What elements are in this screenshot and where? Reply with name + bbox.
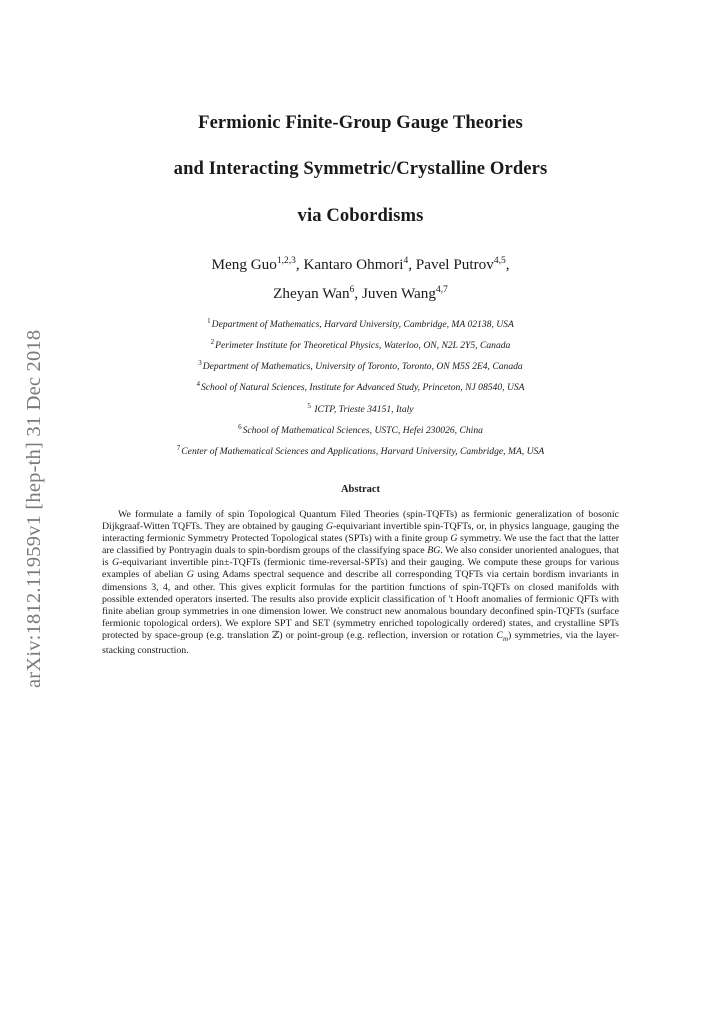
author-name: Zheyan Wan (273, 285, 350, 302)
abstract-heading: Abstract (340, 484, 381, 495)
affiliation: $^6$School of Mathematical Sciences, USTC, Hefei 230026, China (238, 423, 483, 436)
author-name: Pavel Putrov (415, 256, 494, 273)
affiliation: $^7$Center of Mathematical Sciences and Applications, Harvard University, Cambridge, MA, USA (176, 444, 545, 457)
affiliation: $^5$ ICTP, Trieste 34151, Italy (307, 402, 414, 415)
author-affiliation-marker: 6 (349, 285, 355, 295)
author-affiliation-marker: 4 (403, 256, 409, 266)
author-name: Juven Wang (361, 285, 436, 302)
author-name: Kantaro Ohmori (303, 256, 404, 273)
arxiv-identifier-stamp: arXiv:1812.11959v1 [hep-th] 31 Dec 2018 (23, 329, 45, 688)
paper-title-line-1: Fermionic Finite-Group Gauge Theories (198, 112, 523, 133)
author-affiliation-marker: 1,2,3 (276, 256, 296, 266)
affiliation: $^2$Perimeter Institute for Theoretical Physics, Waterloo, ON, N2L 2Y5, Canada (210, 338, 511, 351)
paper-title-line-2: and Interacting Symmetric/Crystalline Orders (173, 158, 548, 179)
author-affiliation-marker: 4,5 (493, 256, 506, 266)
author-line-2: Zheyan Wan$^6$, Juven Wang$^{4,7}$ (273, 285, 448, 302)
paper-title-line-3: via Cobordisms (297, 205, 424, 226)
affiliation: $^4$School of Natural Sciences, Institute for Advanced Study, Princeton, NJ 08540, USA (196, 380, 525, 393)
author-affiliation-marker: 4,7 (436, 285, 448, 295)
affiliation: $^3$Department of Mathematics, University of Toronto, Toronto, ON M5S 2E4, Canada (198, 359, 523, 372)
author-name: Meng Guo (211, 256, 277, 273)
author-line-1: Meng Guo$^{1,2,3}$, Kantaro Ohmori$^4$, Pavel Putrov$^{4,5}$, (211, 256, 510, 273)
abstract-body: We formulate a family of spin Topological Quantum Filed Theories (spin-TQFTs) as fermionic generalization of bosonic Dijkgraaf-Witten TQFTs. They are obtained by gauging G-equivariant invertible spin-TQFTs, or, in physics language, gauging the interacting fermionic Symmetry Protected Topological states (SPTs) with a finite group G symmetry. We use the fact that the latter are classified by Pontryagin duals to spin-bordism groups of the classifying space BG. We also consider unoriented analogues, that is G-equivariant invertible pin±-TQFTs (fermionic time-reversal-SPTs) and their gauging. We compute these groups for various examples of abelian G using Adams spectral sequence and describe all corresponding TQFTs via certain bordism invariants in dimensions 3, 4, and other. This gives explicit formulas for the partition functions of spin-TQFTs on closed manifolds with possible extended operators inserted. The results also provide explicit classification of 't Hooft anomalies of fermionic QFTs with finite abelian group symmetries in one dimension lower. We construct new anomalous boundary deconfined spin-TQFTs (surface fermionic topological orders). We explore SPT and SET (symmetry enriched topologically ordered) states, and crystalline SPTs protected by space-group (e.g. translation ℤ) or point-group (e.g. reflection, inversion or rotation $C_m$) symmetries, via the layer-stacking construction. (102, 509, 620, 656)
affiliation: $^1$Department of Mathematics, Harvard University, Cambridge, MA 02138, USA (207, 317, 514, 330)
